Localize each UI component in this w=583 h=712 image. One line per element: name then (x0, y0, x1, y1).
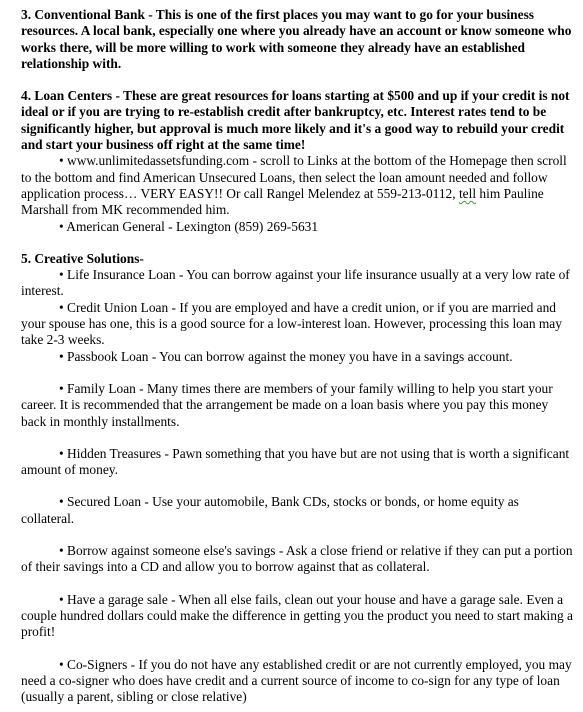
list-item-unlimited-assets (21, 153, 573, 218)
list-item-text-end: him Pauline Marshall from MK recommended him. (21, 185, 544, 218)
list-item-life-insurance-loan: • Life Insurance Loan - You can borrow against your life insurance usually at a very low rate of interest. (21, 267, 570, 299)
section-conventional-bank: 3. Conventional Bank - This is one of the first places you may want to go for your business resources. A local bank, especially one where you already have an account or know someone who works there, will be more willing to work with someone they already have an established relationship with. (21, 7, 572, 71)
list-item-passbook-loan: • Passbook Loan - You can borrow against the money you have in a savings account. (59, 348, 513, 364)
list-item-borrow-against-savings: • Borrow against someone else's savings - Ask a close friend or relative if they can put a portion of their savings into a CD and allow you to borrow against that as collateral. (21, 543, 573, 575)
section-loan-centers: 4. Loan Centers - These are great resources for loans starting at $500 and up if your credit is not ideal or if you are trying to re-establish credit after bankruptcy, etc. Interest rates tend to be significantly higher, but approval is much more likely and it's a good way to rebuild your credit and start your business off right at the same time! (21, 88, 570, 153)
list-item-garage-sale: • Have a garage sale - When all else fails, clean out your house and have a garage sale. Even a couple hundred dollars could make the difference in getting you the product you need to start making a profit! (21, 591, 573, 640)
list-item-hidden-treasures: • Hidden Treasures - Pawn something that you have but are not using that is worth a significant amount of money. (21, 445, 570, 478)
list-item-american-general: • American General - Lexington (859) 269-5631 (59, 218, 319, 234)
list-item-co-signers: • Co-Signers - If you do not have any established credit or are not currently employed, you may need a co-signer who does have credit and a current source of income to co-sign for any type of loan (usually a parent, sibling or close relative) (21, 656, 572, 705)
section-creative-solutions-heading: 5. Creative Solutions- (21, 250, 144, 266)
spellcheck-word: tell (458, 185, 477, 201)
list-item-family-loan: • Family Loan - Many times there are members of your family willing to help you start your career. It is recommended that the arrangement be made on a loan basis where you pay this money back in monthly installments. (21, 380, 553, 429)
list-item-text: • www.unlimitedassetsfunding.com - scroll to Links at the bottom of the Homepage then scroll to the bottom and find American Unsecured Loans, then select the loan amount needed and follow application process… VERY EASY!! Or call Rangel Melendez at 559-213-0112, (21, 153, 567, 201)
list-item-credit-union-loan: • Credit Union Loan - If you are employed and have a credit union, or if you are married and your spouse has one, this is a good source for a low-interest loan. However, processing this loan may take 2-3 weeks. (21, 299, 562, 348)
list-item-secured-loan: • Secured Loan - Use your automobile, Bank CDs, stocks or bonds, or home equity as collateral. (21, 494, 519, 526)
